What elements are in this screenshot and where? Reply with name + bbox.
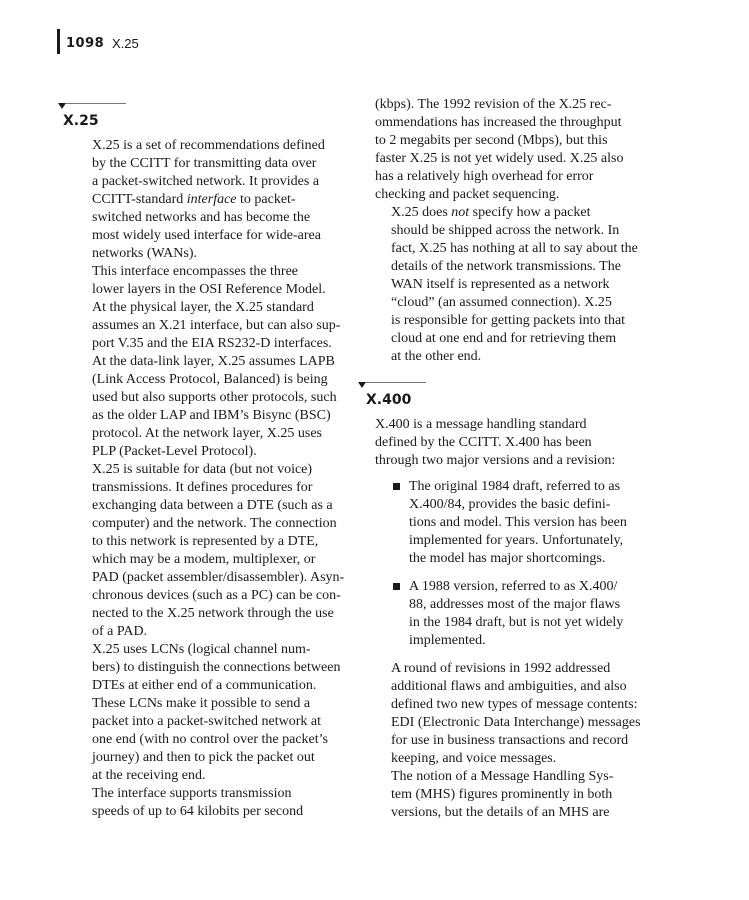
- page-number: 1098: [66, 36, 105, 51]
- text-line: (Link Access Protocol, Balanced) is being: [92, 372, 328, 387]
- left-column: [76, 137, 348, 821]
- text-line: chronous devices (such as a PC) can be con-: [92, 588, 341, 603]
- text-line: details of the network transmissions. The: [391, 259, 621, 274]
- text-line: the model has major shortcomings.: [409, 551, 606, 566]
- square-bullet-icon: [393, 483, 400, 490]
- emphasis: not: [451, 205, 470, 220]
- text-line: should be shipped across the network. In: [391, 223, 620, 238]
- text-line: as the older LAP and IBM’s Bisync (BSC): [92, 408, 331, 423]
- text-line: “cloud” (an assumed connection). X.25: [391, 295, 612, 310]
- text-line: networks (WANs).: [92, 246, 197, 261]
- text-line: (kbps). The 1992 revision of the X.25 rec-: [375, 97, 612, 112]
- text-line: is responsible for getting packets into that: [391, 313, 626, 328]
- section-title: X.25: [63, 113, 99, 129]
- text-line: PAD (packet assembler/disassembler). Asyn-: [92, 570, 345, 585]
- text-line: assumes an X.21 interface, but can also sup-: [92, 318, 341, 333]
- text-line: computer) and the network. The connection: [92, 516, 337, 531]
- text-line: ommendations has increased the throughput: [375, 115, 622, 130]
- text-line: A round of revisions in 1992 addressed: [391, 661, 611, 676]
- text-line: These LCNs make it possible to send a: [92, 696, 311, 711]
- paragraph: [375, 660, 641, 768]
- text-line: WAN itself is represented as a network: [391, 277, 610, 292]
- section-heading-x25: [58, 103, 128, 129]
- text-line: X.25 does not specify how a packet: [391, 205, 591, 220]
- paragraph: [375, 768, 641, 822]
- paragraph: [375, 96, 641, 204]
- paragraph: [375, 204, 641, 366]
- text-line: X.25 is a set of recommendations defined: [92, 138, 325, 153]
- text-line: port V.35 and the EIA RS232-D interfaces.: [92, 336, 332, 351]
- text-line: speeds of up to 64 kilobits per second: [92, 804, 304, 819]
- text-line: transmissions. It defines procedures for: [92, 480, 313, 495]
- text-line: which may be a modem, multiplexer, or: [92, 552, 316, 567]
- x400-bullet-list: [375, 478, 641, 650]
- paragraph: [76, 263, 348, 461]
- text-line: through two major versions and a revision:: [375, 453, 616, 468]
- text-line: DTEs at either end of a communication.: [92, 678, 317, 693]
- text-line: journey) and then to pick the packet out: [92, 750, 315, 765]
- text-line: at the receiving end.: [92, 768, 206, 783]
- text-line: bers) to distinguish the connections between: [92, 660, 341, 675]
- paragraph: [76, 461, 348, 641]
- text-line: implemented.: [409, 633, 486, 648]
- left-paragraphs: [76, 137, 348, 821]
- text-line: implemented for years. Unfortunately,: [409, 533, 624, 548]
- text-line: X.400 is a message handling standard: [375, 417, 587, 432]
- text-line: for use in business transactions and record: [391, 733, 629, 748]
- paragraph: [375, 416, 641, 470]
- text-line: 88, addresses most of the major flaws: [409, 597, 621, 612]
- text-line: keeping, and voice messages.: [391, 751, 557, 766]
- text-line: The interface supports transmission: [92, 786, 292, 801]
- section-title: X.400: [366, 392, 412, 408]
- text-line: by the CCITT for transmitting data over: [92, 156, 317, 171]
- text-line: versions, but the details of an MHS are: [391, 805, 610, 820]
- text-line: a packet-switched network. It provides a: [92, 174, 320, 189]
- emphasis: interface: [186, 192, 237, 207]
- section-marker-rule: [66, 103, 126, 104]
- text-line: exchanging data between a DTE (such as a: [92, 498, 333, 513]
- text-line: checking and packet sequencing.: [375, 187, 560, 202]
- text-line: CCITT-standard interface to packet-: [92, 192, 296, 207]
- text-line: At the data-link layer, X.25 assumes LAPB: [92, 354, 335, 369]
- text-line: tem (MHS) figures prominently in both: [391, 787, 613, 802]
- text-line: at the other end.: [391, 349, 482, 364]
- section-marker-rule: [366, 382, 426, 383]
- text-line: The original 1984 draft, referred to as: [409, 479, 621, 494]
- right-column: [375, 96, 641, 366]
- x400-intro: [375, 416, 641, 470]
- text-line: protocol. At the network layer, X.25 uses: [92, 426, 323, 441]
- paragraph: [76, 641, 348, 785]
- text-line: At the physical layer, the X.25 standard: [92, 300, 314, 315]
- text-line: A 1988 version, referred to as X.400/: [409, 579, 618, 594]
- text-line: to 2 megabits per second (Mbps), but this: [375, 133, 608, 148]
- text-line: in the 1984 draft, but is not yet widely: [409, 615, 624, 630]
- section-heading-x400: [358, 382, 428, 408]
- text-line: defined two new types of message contents:: [391, 697, 638, 712]
- text-line: has a relatively high overhead for error: [375, 169, 594, 184]
- bullet-item: [375, 578, 641, 650]
- text-line: X.25 is suitable for data (but not voice): [92, 462, 313, 477]
- text-line: most widely used interface for wide-area: [92, 228, 321, 243]
- text-line: of a PAD.: [92, 624, 148, 639]
- section-marker-icon: [58, 103, 66, 109]
- text-line: faster X.25 is not yet widely used. X.25 also: [375, 151, 624, 166]
- right-column-x400: [375, 416, 641, 822]
- text-line: switched networks and has become the: [92, 210, 311, 225]
- text-line: tions and model. This version has been: [409, 515, 627, 530]
- text-line: lower layers in the OSI Reference Model.: [92, 282, 326, 297]
- text-line: one end (with no control over the packet’s: [92, 732, 328, 747]
- text-line: to this network is represented by a DTE,: [92, 534, 319, 549]
- text-line: nected to the X.25 network through the use: [92, 606, 334, 621]
- right-paragraphs-top: [375, 96, 641, 366]
- right-paragraphs-bottom: [375, 660, 641, 822]
- text-line: This interface encompasses the three: [92, 264, 299, 279]
- section-marker-icon: [358, 382, 366, 388]
- paragraph: [76, 137, 348, 263]
- bullet-item: [375, 478, 641, 568]
- text-line: defined by the CCITT. X.400 has been: [375, 435, 592, 450]
- text-line: cloud at one end and for retrieving them: [391, 331, 617, 346]
- text-line: EDI (Electronic Data Interchange) messages: [391, 715, 641, 730]
- text-line: fact, X.25 has nothing at all to say about the: [391, 241, 638, 256]
- header-rule: [57, 29, 60, 54]
- square-bullet-icon: [393, 583, 400, 590]
- text-line: additional flaws and ambiguities, and also: [391, 679, 627, 694]
- text-line: used but also supports other protocols, such: [92, 390, 337, 405]
- running-title: X.25: [112, 36, 139, 51]
- text-line: X.400/84, provides the basic defini-: [409, 497, 611, 512]
- text-line: packet into a packet-switched network at: [92, 714, 321, 729]
- text-line: The notion of a Message Handling Sys-: [391, 769, 614, 784]
- paragraph: [76, 785, 348, 821]
- text-line: X.25 uses LCNs (logical channel num-: [92, 642, 311, 657]
- text-line: PLP (Packet-Level Protocol).: [92, 444, 257, 459]
